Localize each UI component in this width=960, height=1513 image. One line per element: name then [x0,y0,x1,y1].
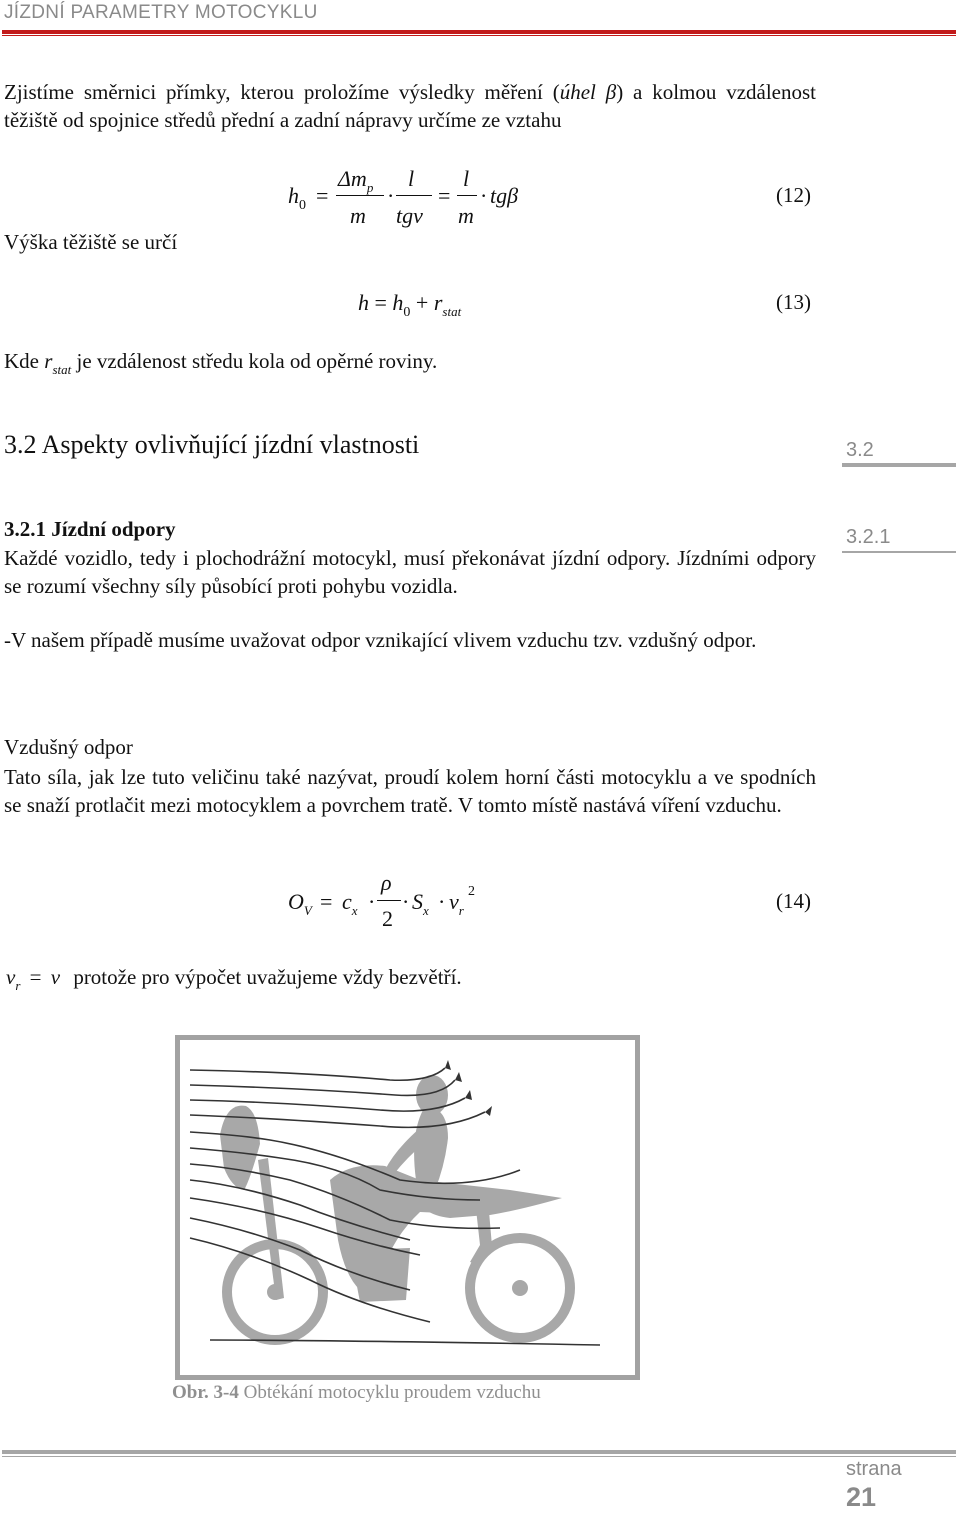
eq14-fraction-line [377,900,401,901]
page-number: 21 [846,1482,877,1512]
footer-rule-thin [2,1456,956,1457]
figure-frame [175,1035,640,1380]
eq12-dot-2: · [480,183,488,208]
eq14-equals: = [320,889,333,914]
section-margin-rule [842,463,956,467]
equation-14-number: (14) [776,889,811,913]
air-resistance-paragraph: Tato síla, jak lze tuto veličinu také nazývat, proudí kolem horní části motocyklu a ve spodních se snaží protlačit mezi motocyklem a povrchem tratě. V tomto místě nastává víření vzduchu. [4,765,816,817]
page-label: strana [846,1458,902,1480]
motorcycle-rider-silhouette [220,1075,562,1302]
equation-13 [358,290,462,320]
height-label: Výška těžiště se určí [4,230,178,254]
eq12-dot-1: · [387,183,395,208]
eq12-tail: tgβ [490,183,519,208]
eq12-den3: m [458,203,474,228]
subsection-paragraph: Každé vozidlo, tedy i plochodrážní motocykl, musí překonávat jízdní odpory. Jízdními odpory se rozumí všechny síly působící proti pohybu vozidla. [4,546,816,598]
eq12-fraction-line-1 [336,195,384,196]
footer-rule [2,1450,956,1454]
eq14-sup: 2 [468,884,475,899]
header-rule [2,30,956,34]
eq12-equals-1: = [316,183,329,208]
eq13-equals: = [374,290,387,315]
figure-caption-label: Obr. 3-4 [172,1382,239,1403]
eq13-h0: $h_0$ [392,290,411,320]
eq14-v: $v_r$ [449,889,464,918]
air-resistance-title: Vzdušný odpor [4,735,133,759]
vr-note: $v_r = v$ protože pro výpočet uvažujeme vždy bezvětří. [6,965,462,993]
section-heading: 3.2 Aspekty ovlivňující jízdní vlastnosti [4,430,420,459]
eq12-num2: l [408,166,415,191]
eq14-lhs: $O_V$ [288,889,312,918]
eq12-lhs: $h_0$ [288,183,306,213]
intro-text-before: Zjistíme směrnici přímky, kterou proložíme výsledky měření ( [4,80,560,104]
eq13-plus: + [415,290,429,315]
eq14-dot-1: · [368,889,376,914]
motorcycle-airflow-illustration [180,1040,635,1375]
intro-text-after: ) a kolmou vzdálenost těžiště od spojnice středů přední a zadní nápravy určíme ze vztahu [4,80,817,132]
eq12-den1: m [350,203,366,228]
eq13-r: $r_{stat}$ [433,290,462,319]
beta-symbol: β [605,80,617,104]
air-paragraph: -V našem případě musíme uvažovat odpor vznikající vlivem vzduchu tzv. vzdušný odpor. [4,628,757,652]
section-margin-number: 3.2 [846,439,874,461]
airflow-arrowheads [445,1060,492,1116]
subsection-margin-number: 3.2.1 [846,526,891,548]
eq14-S: $S_x$ [412,889,429,918]
subsection-margin-rule [842,551,956,553]
where-text: Kde $r_{stat}$ je vzdálenost středu kola od opěrné roviny. [4,349,438,377]
subsection-heading: 3.2.1 Jízdní odpory [4,517,176,541]
eq12-fraction-line-3 [457,195,477,196]
eq14-dot-3: · [438,889,446,914]
intro-angle-word: úhel [559,80,606,104]
eq14-two: 2 [382,906,393,931]
running-title: JÍZDNÍ PARAMETRY MOTOCYKLU [4,2,318,23]
eq14-c: $c_x$ [342,889,358,918]
equation-12-number: (12) [776,183,811,207]
eq12-num1: $\Delta m_p$ [338,166,374,195]
eq13-lhs: h [358,290,369,315]
figure-caption-text: Obtékání motocyklu proudem vzduchu [238,1382,541,1403]
eq12-num3: l [463,166,470,191]
eq14-dot-2: · [402,889,410,914]
intro-paragraph [4,78,816,134]
eq12-fraction-line-2 [396,195,432,196]
equation-13-number: (13) [776,290,811,314]
figure-caption [172,1382,541,1404]
eq12-den2: tgν [396,203,423,228]
header-rule-thin [2,35,956,36]
eq12-equals-2: = [438,183,451,208]
eq14-rho: ρ [381,870,392,895]
